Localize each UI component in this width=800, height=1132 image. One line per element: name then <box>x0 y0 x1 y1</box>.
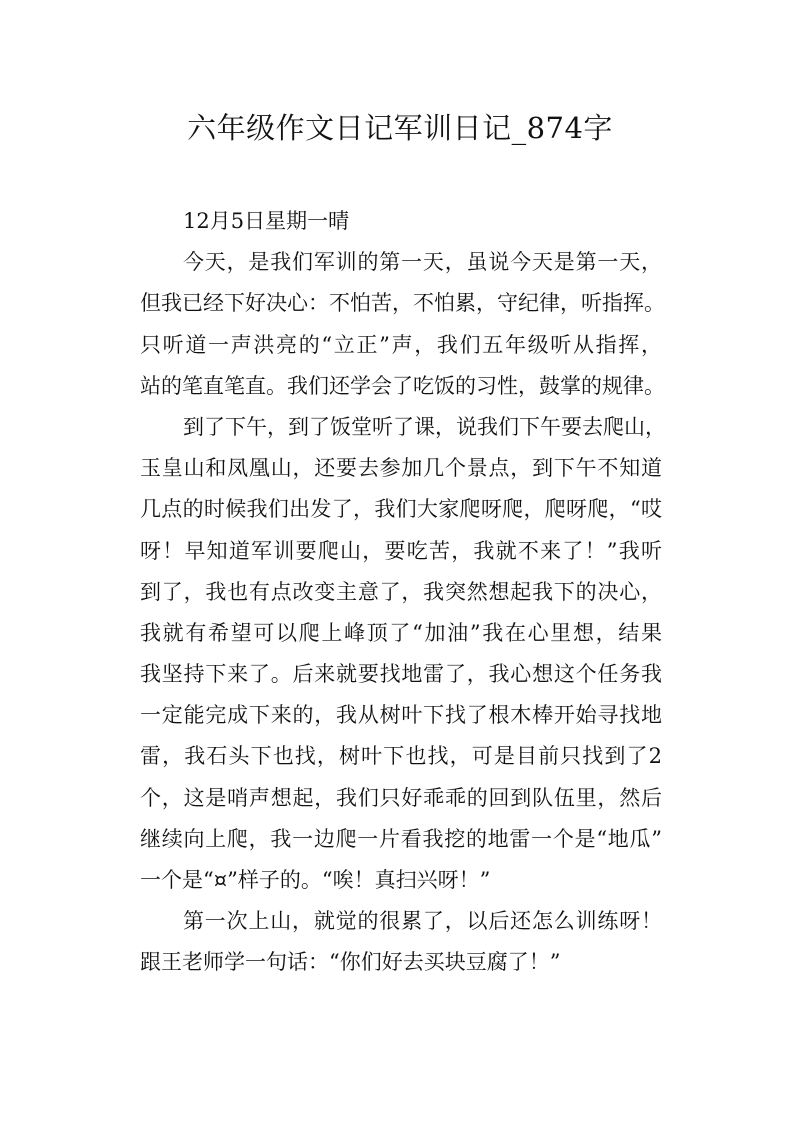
paragraph-line: 到了下午，到了饭堂听了课，说我们下午要去爬山， <box>183 414 666 439</box>
paragraph-line: 继续向上爬，我一边爬一片看我挖的地雷一个是“地瓜” <box>140 826 662 851</box>
paragraph-line: 我坚持下来了。后来就要找地雷了，我心想这个任务我 <box>140 662 662 687</box>
paragraph-line: 呀！早知道军训要爬山，要吃苦，我就不来了！”我听 <box>140 538 662 563</box>
paragraph-line: 我就有希望可以爬上峰顶了“加油”我在心里想，结果 <box>140 620 662 645</box>
paragraph-line: 到了，我也有点改变主意了，我突然想起我下的决心， <box>140 579 662 604</box>
paragraph-line: 雷，我石头下也找，树叶下也找，可是目前只找到了2 <box>140 744 662 769</box>
paragraph-line: 只听道一声洪亮的“立正”声，我们五年级听从指挥， <box>140 332 662 357</box>
paragraph-line: 跟王老师学一句话：“你们好去买块豆腐了！” <box>140 950 561 975</box>
paragraph-line: 玉皇山和凤凰山，还要去参加几个景点，到下午不知道 <box>140 456 662 481</box>
paragraph-line: 但我已经下好决心：不怕苦，不怕累，守纪律，听指挥。 <box>140 291 665 316</box>
document-title: 六年级作文日记军训日记_874字 <box>187 111 613 145</box>
paragraph-line: 一定能完成下来的，我从树叶下找了根木棒开始寻找地 <box>140 703 662 728</box>
paragraph-line: 一个是“¤”样子的。“唉！真扫兴呀！” <box>140 868 491 892</box>
diary-date-line: 12月5日星期一晴 <box>183 209 350 233</box>
paragraph-line: 第一次上山，就觉的很累了，以后还怎么训练呀！ <box>183 909 662 934</box>
document-body <box>140 201 666 984</box>
paragraph-line: 今天，是我们军训的第一天，虽说今天是第一天， <box>183 250 662 275</box>
paragraph-line: 站的笔直笔直。我们还学会了吃饭的习性，鼓掌的规律。 <box>140 373 665 398</box>
paragraph-line: 几点的时候我们出发了，我们大家爬呀爬，爬呀爬，“哎 <box>140 497 662 522</box>
paragraph-line: 个，这是哨声想起，我们只好乖乖的回到队伍里，然后 <box>140 785 662 810</box>
